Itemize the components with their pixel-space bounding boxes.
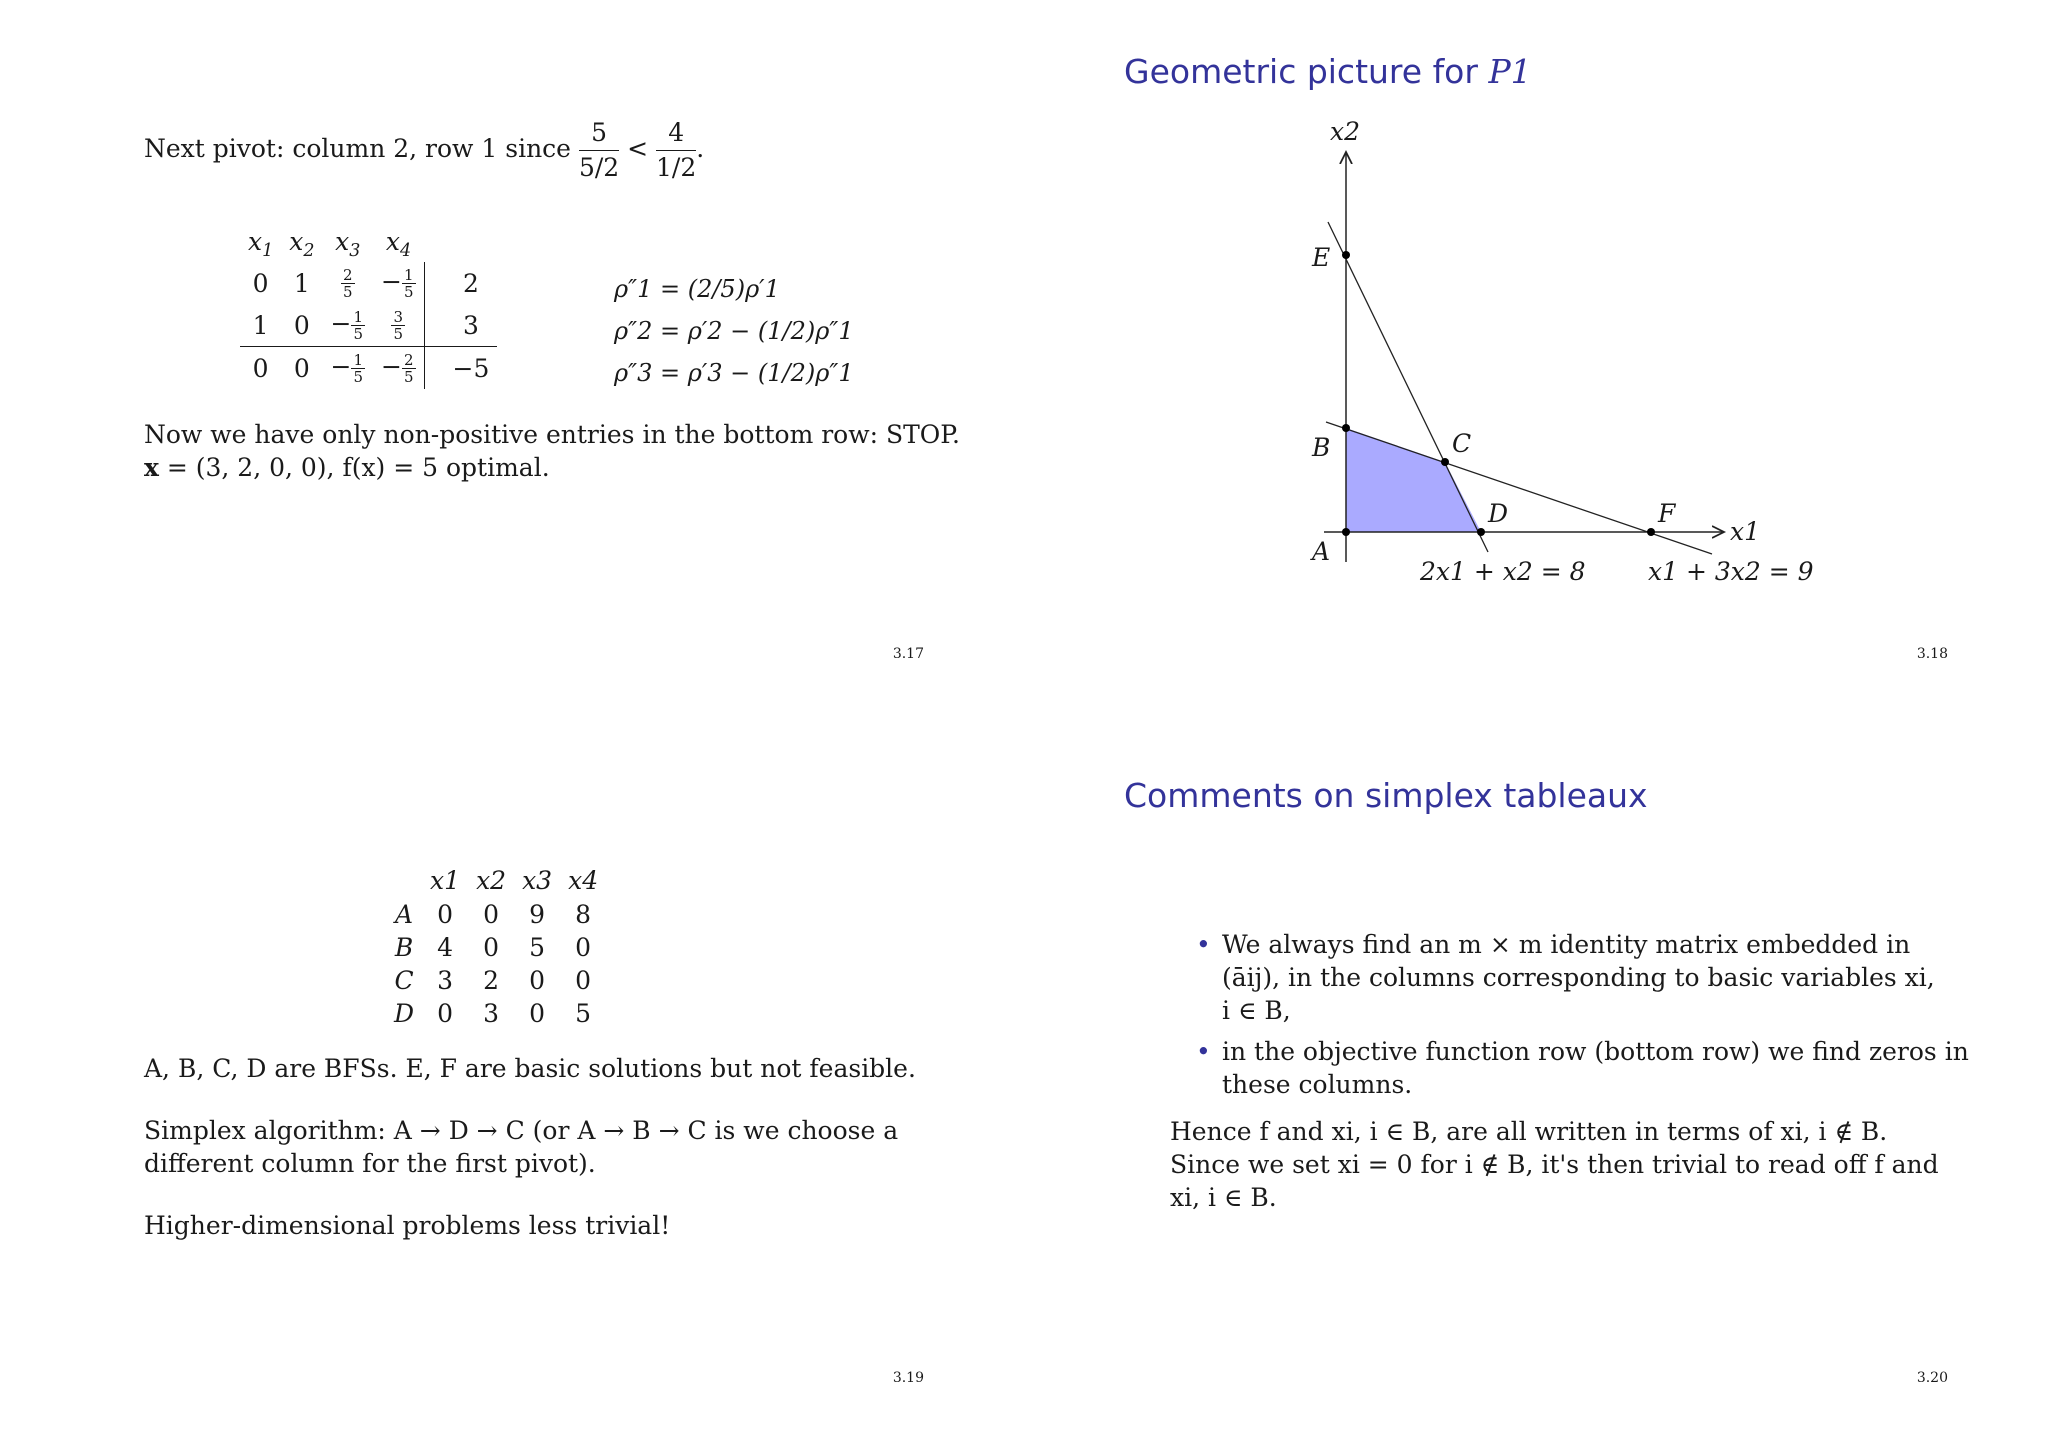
bfs-row-b: B 4 0 5 0 [394, 933, 592, 962]
point-label-f: F [1658, 499, 1676, 528]
point-label-c: C [1452, 429, 1472, 458]
bfs-paragraph: A, B, C, D are BFSs. E, F are basic solutions but not feasible. [144, 1054, 916, 1083]
bfs-table [386, 862, 606, 1030]
comment-bullets [1196, 928, 1969, 1109]
page-number: 3.17 [892, 646, 924, 662]
page-number: 3.20 [1916, 1370, 1948, 1386]
bfs-table-header: x1 x2 x3 x4 [430, 865, 599, 895]
summary-line-1: Hence f and xi, i ∈ B, are all written in terms of xi, i ∉ B. [1170, 1117, 1888, 1146]
bfs-row-c: C 3 2 0 0 [394, 966, 592, 995]
summary-line-3: xi, i ∈ B. [1170, 1183, 1277, 1212]
point-label-e: E [1312, 243, 1331, 272]
bullet-objective-row: • in the objective function row (bottom row) we find zeros in these columns. [1196, 1035, 1969, 1101]
slide-3-20 [1024, 724, 2048, 1448]
feasible-region-diagram [1024, 0, 2048, 724]
page-number: 3.18 [1916, 646, 1948, 662]
tableau-objective-row: 0 0 − $\frac{1}{5}$ − $\frac{2}{5}$ −5 [240, 347, 497, 390]
summary-line-2: Since we set xi = 0 for i ∉ B, it's then trivial to read off f and [1170, 1150, 1939, 1179]
simplex-path-line-2: different column for the first pivot). [144, 1149, 596, 1178]
simplex-path-line-1: Simplex algorithm: A → D → C (or A → B → C is we choose a [144, 1116, 899, 1145]
bullet-identity-matrix: • We always find an m × m identity matrix embedded in (āij), in the columns corresponding to basic variables xi, i ∈ B, [1196, 928, 1969, 1027]
line-label-1: 2x1 + x2 = 8 [1420, 557, 1586, 586]
point-label-a: A [1312, 537, 1331, 566]
stop-line: Now we have only non-positive entries in the bottom row: STOP. [144, 420, 961, 449]
fraction-4-over-1-2: $\frac{4}{1/2}$ [656, 118, 697, 182]
optimal-line: x = (3, 2, 0, 0), f(x) = 5 optimal. [144, 453, 550, 482]
closing-remark: Higher-dimensional problems less trivial! [144, 1211, 671, 1240]
slide-title: Comments on simplex tableaux [1124, 776, 1648, 815]
slide-3-18 [1024, 0, 2048, 724]
axis-label-x2: x2 [1330, 117, 1361, 146]
slide-3-19 [0, 724, 1024, 1448]
pivot-sentence: Next pivot: column 2, row 1 since $\frac{5}{5/2}$ < $\frac{4}{1/2}$ . [144, 116, 704, 185]
bfs-row-d: D 0 3 0 5 [394, 999, 592, 1028]
fraction-5-over-5-2: $\frac{5}{5/2}$ [578, 118, 620, 182]
tableau-header: $x_1$ $x_2$ $x_3$ $x_4$ [248, 227, 412, 261]
tableau-row-2: 1 0 − $\frac{1}{5}$ $\frac{3}{5}$ 3 [240, 304, 497, 347]
row-operations: ρ″1 = (2/5)ρ′1 ρ″2 = ρ′2 − (1/2)ρ″1 ρ″3 = ρ′3 − (1/2)ρ″1 [614, 275, 854, 387]
tableau-row-1: 0 1 $\frac{2}{5}$ − $\frac{1}{5}$ 2 [240, 262, 497, 304]
slide-title: Geometric picture for P1 [1124, 52, 1532, 91]
line-label-2: x1 + 3x2 = 9 [1648, 557, 1814, 586]
simplex-tableau [240, 226, 497, 389]
point-label-b: B [1312, 433, 1331, 462]
page-number: 3.19 [892, 1370, 924, 1386]
bfs-row-a: A 0 0 9 8 [394, 900, 592, 929]
point-label-d: D [1488, 499, 1509, 528]
slide-3-17 [0, 0, 1024, 724]
axis-label-x1: x1 [1730, 517, 1761, 546]
